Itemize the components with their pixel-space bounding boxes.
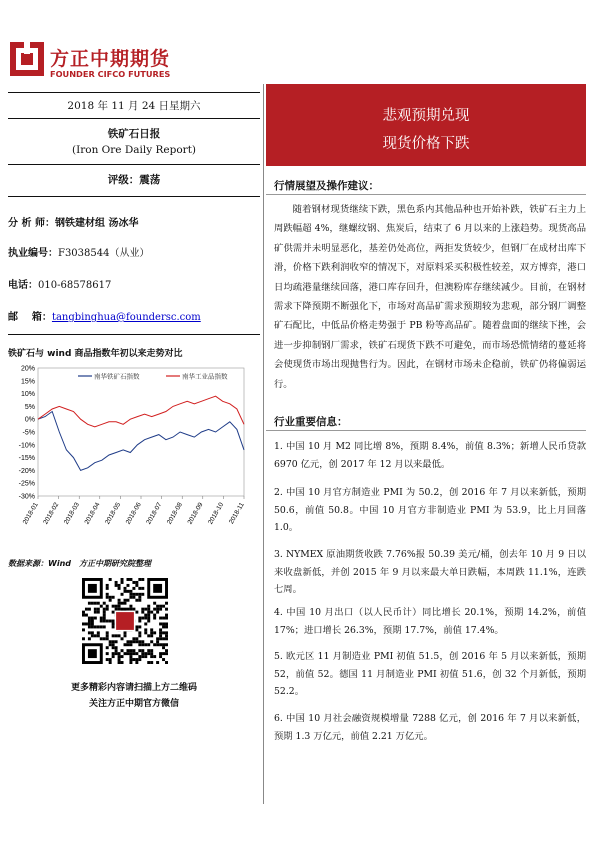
- news-item: 5. 欧元区 11 月制造业 PMI 初值 51.5，创 2016 年 5 月以来新低，预期 52，前值 52。德国 11 月制造业 PMI 初值 51.6，创 32 个月新低，预期 52.2。: [274, 651, 586, 697]
- headline-box: [266, 84, 586, 166]
- news-item: 1. 中国 10 月 M2 同比增 8%，预期 8.4%，前值 8.3%；新增人民币贷款 6970 亿元，创 2017 年 12 月以来最低。: [274, 441, 586, 470]
- x-tick-label: 2018-03: [62, 501, 81, 526]
- series-line-0: [38, 412, 244, 471]
- x-tick-label: 2018-02: [42, 501, 61, 526]
- analyst-value: 钢铁建材组 汤冰华: [54, 218, 139, 229]
- outlook-text: 随着钢材现货继续下跌，黑色系内其他品种也开始补跌，铁矿石主力上周跌幅超 4%，继螺纹钢、焦炭后，结束了 6 月以来的上涨趋势。现货高品矿供需并未明显恶化，基差仍处高位，两拒发货较少，但钢厂在成材出库下滑，价格下跌利润收窄的情况下，对原料采买积极性较差，双方博弈，港口日均疏港量继续回落，港口库存回升，但澳粉库存继续减少。目前，在钢材需求下降预期不断强化下，市场对高品矿需求预期较为悲观，部分钢厂调整矿石配比，中低品价格走势强于 PB 粉等高品矿。随着盘面的继续下挫，会进一步抑制钢厂需求，铁矿石现货下跌不可避免，而市场恐慌情绪的蔓延将会使现货市场出现抛售行为。因此，在钢材市场未企稳前，铁矿仍将偏弱运行。: [274, 204, 586, 390]
- outlook-title: 行情展望及操作建议：: [274, 180, 379, 192]
- x-tick-label: 2018-08: [165, 501, 184, 526]
- series-line-1: [38, 396, 244, 427]
- legend-label: 南华铁矿石指数: [94, 372, 140, 381]
- report-date: 2018 年 11 月 24 日星期六: [67, 100, 201, 112]
- y-tick-label: 5%: [24, 403, 35, 411]
- y-tick-label: -20%: [18, 467, 35, 475]
- logo-cn: 方正中期期货: [50, 48, 171, 70]
- comparison-chart: [8, 362, 260, 554]
- y-tick-label: 0%: [24, 416, 35, 424]
- plot-area: [38, 368, 244, 496]
- phone-row: [8, 276, 111, 291]
- y-tick-label: 20%: [20, 365, 35, 373]
- y-tick-label: -25%: [18, 480, 35, 488]
- report-title-cn: 铁矿石日报: [107, 128, 161, 140]
- chart-title: 铁矿石与 wind 商品指数年初以来走势对比: [8, 349, 183, 359]
- x-tick-label: 2018-07: [145, 501, 164, 526]
- legend-label: 南华工业品指数: [182, 372, 228, 381]
- news-item: 2. 中国 10 月官方制造业 PMI 为 50.2，创 2016 年 7 月以来新低，预期 50.6，前值 50.8。中国 10 月官方非制造业 PMI 为 53.9，比上月回落 1.0。: [274, 487, 586, 533]
- x-tick-label: 2018-05: [104, 501, 123, 526]
- headline-line2: 现货价格下跌: [382, 136, 470, 152]
- x-tick-label: 2018-01: [21, 501, 40, 526]
- x-tick-label: 2018-11: [227, 501, 246, 526]
- qr-line1: 更多精彩内容请扫描上方二维码: [70, 683, 197, 693]
- x-tick-label: 2018-06: [124, 501, 143, 526]
- email-row: [8, 308, 201, 323]
- x-tick-label: 2018-04: [83, 501, 102, 526]
- rating: [8, 172, 260, 187]
- license-value: F3038544（从业）: [58, 248, 150, 259]
- news-title: 行业重要信息：: [274, 416, 348, 428]
- rating-value: 震荡: [139, 174, 161, 186]
- phone-value: 010-68578617: [38, 280, 112, 291]
- y-tick-label: -30%: [18, 493, 35, 501]
- phone-label: 电话：: [8, 280, 38, 291]
- founder-logo-icon: [10, 42, 44, 76]
- x-tick-label: 2018-09: [186, 501, 205, 526]
- analyst-label: 分 析 师：: [8, 218, 55, 229]
- news-item: 6. 中国 10 月社会融资规模增量 7288 亿元，创 2016 年 7 月以来新低，预期 1.3 万亿元，前值 2.21 万亿元。: [274, 713, 586, 742]
- license-label: 执业编号：: [8, 248, 58, 259]
- qr-line2: 关注方正中期官方微信: [88, 699, 179, 709]
- qr-code[interactable]: [82, 578, 168, 664]
- x-tick-label: 2018-10: [207, 501, 226, 526]
- email-label: 邮 箱：: [8, 312, 52, 323]
- email-link[interactable]: tangbinghua@foundersc.com: [51, 312, 201, 323]
- chart-source: 数据来源：Wind 方正中期研究院整理: [8, 559, 151, 568]
- y-tick-label: 10%: [20, 391, 35, 399]
- company-logo: [10, 40, 210, 85]
- logo-en: FOUNDER CIFCO FUTURES: [50, 69, 171, 79]
- y-tick-label: -15%: [18, 455, 35, 463]
- report-title-en: (Iron Ore Daily Report): [71, 144, 197, 156]
- y-tick-label: 15%: [20, 378, 35, 386]
- y-tick-label: -5%: [22, 429, 35, 437]
- news-item: 4. 中国 10 月出口（以人民币计）同比增长 20.1%，预期 14.2%，前值 17%；进口增长 26.3%，预期 17.7%，前值 17.4%。: [274, 607, 586, 636]
- news-item: 3. NYMEX 原油期货收跌 7.76%报 50.39 美元/桶，创去年 10 月 9 日以来收盘新低，并创 2015 年 9 月以来最大单日跌幅，本周跌 11.1%，连跌七周。: [274, 549, 586, 595]
- headline-line1: 悲观预期兑现: [382, 108, 470, 124]
- rating-label: 评级：: [107, 174, 140, 186]
- y-tick-label: -10%: [18, 442, 35, 450]
- analyst-row: [8, 214, 138, 229]
- license-row: [8, 244, 149, 259]
